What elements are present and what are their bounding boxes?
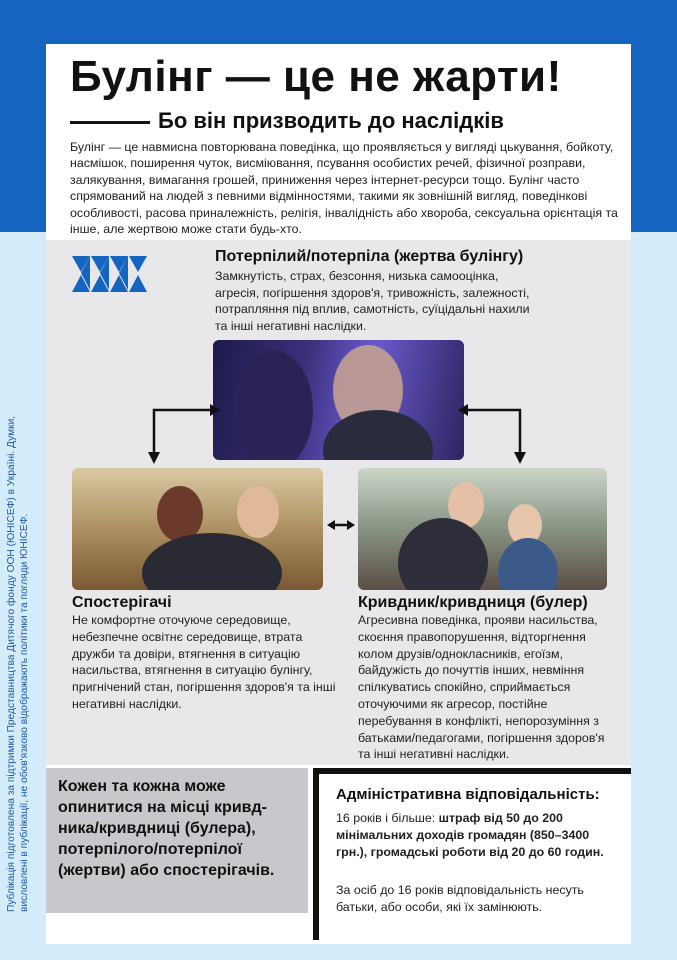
observers-heading: Спостерігачі [72, 594, 172, 611]
subtitle-rule [70, 121, 150, 124]
admin-heading: Адміністративна відповідальність: [336, 786, 600, 803]
bully-consequences: Агресивна поведінка, прояви насильства, скоєння правопорушення, відторгнення колом друзів/однокласників, егоїзм, байдужість до почуттів інших, невміння спілкуватись спокійно, сприймається оточуючими як агресор, постійне перебування в конфлікті, непорозуміння з батьками/педагогами, погіршення здоров'я та інші негативні наслідки. [358, 613, 605, 762]
admin-age-label: 16 років і більше: [336, 811, 439, 825]
arrow-victim-bully-icon [458, 400, 538, 466]
arrow-victim-observers-icon [140, 400, 220, 466]
unicef-disclaimer: Публікація підготовлена за підтримки Представництва Дитячого фонду ООН (ЮНІСЕФ) в Україні. Думки, висловлені в публікації, не обов'язково відображають політики та погляди ЮНІСЕФ. [6, 415, 30, 912]
admin-penalty-details: штраф від 50 до 200 мінімальних доходів громадян (850–3400 грн.), громадські роботи від 20 до 60 годин. [336, 811, 604, 859]
victim-photo [213, 340, 464, 460]
summary-statement: Кожен та кожна може опинитися на місці кривд-ника/кривдниці (булера), потерпілого/потерпілої (жертви) або спостерігачів. [58, 778, 275, 879]
admin-under16: За осіб до 16 років відповідальність несуть батьки, або особи, які їх замінюють. [336, 883, 584, 914]
observers-photo [72, 468, 323, 590]
observers-consequences: Не комфортне оточуюче середовище, небезпечне освітнє середовище, втрата дружби та довіри, втягнення в ситуацію насильства, втягнення в ситуацію булінгу, пригнічений стан, погіршення здоров'я та інші негативні наслідки. [72, 613, 336, 711]
intro-paragraph: Булінг — це навмисна повторювана поведінка, що проявляється у вигляді цькування, бойкоту, насмішок, поширення чуток, висміювання, псування особистих речей, фізичної розправи, залякування, вимагання грошей, приниження через інтернет-ресурси тощо. Булінг часто спрямований на людей з певними відмінностями, такими як зовнішній вигляд, поведінкові особливості, расова приналежність, релігія, інвалідність або хвороба, сексуальна орієнтація та інше, але жертвою може стати будь-хто. [70, 140, 618, 237]
poster-title: Булінг — це не жарти! [70, 52, 562, 101]
admin-penalty [336, 810, 606, 861]
triangles-logo-icon [72, 256, 148, 292]
victim-consequences: Замкнутість, страх, безсоння, низька самооцінка, агресія, погіршення здоров'я, тривожність, залежності, потрапляння під вплив, самотність, суїцідальні нахили та інші негативні наслідки. [215, 269, 530, 333]
bully-heading: Кривдник/кривдниця (булер) [358, 594, 588, 611]
victim-heading: Потерпілий/потерпіла (жертва булінгу) [215, 248, 524, 265]
poster-subtitle: Бо він призводить до наслідків [158, 108, 504, 133]
bully-photo [358, 468, 607, 590]
arrow-observers-bully-icon [327, 518, 355, 532]
